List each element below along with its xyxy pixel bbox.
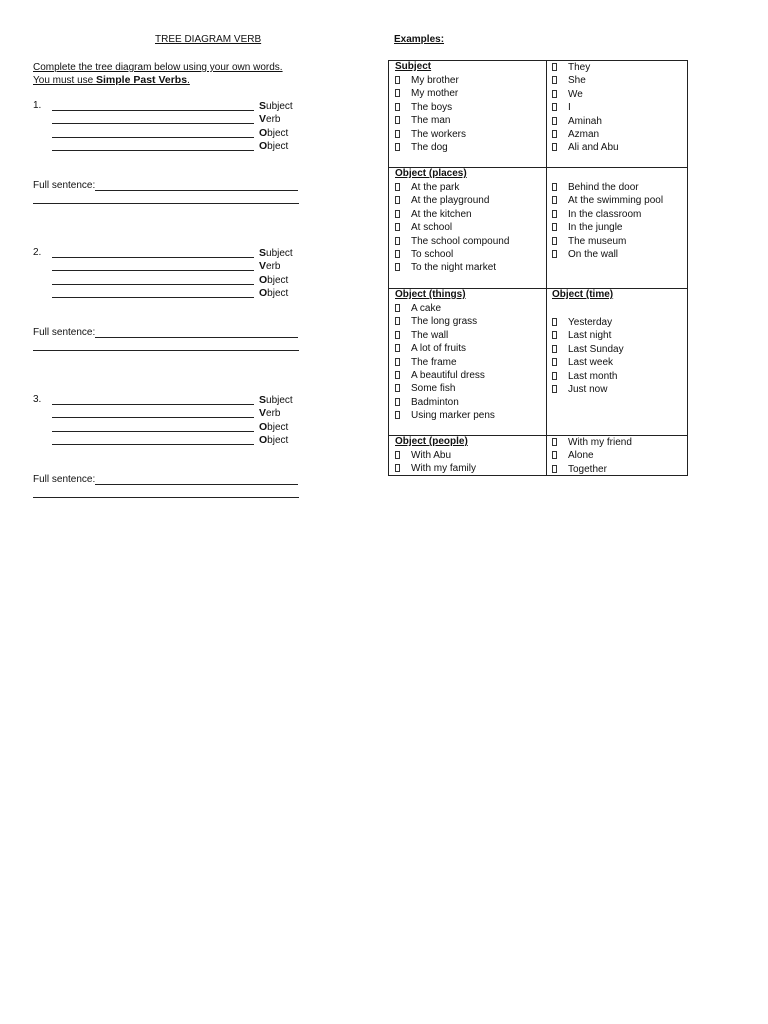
role-rest: bject [267,140,289,152]
role-label [259,113,280,125]
example-item [395,356,457,369]
checkbox-glyph-icon [552,250,557,258]
checkbox-glyph-icon [395,371,400,379]
checkbox-glyph-icon [395,398,400,406]
example-item [552,343,624,356]
example-item [395,409,495,422]
example-item [395,141,448,154]
checkbox-glyph-icon [552,223,557,231]
examples-section-heading: Object (things) [395,289,466,300]
example-item [395,382,455,395]
answer-line[interactable] [52,137,254,138]
example-text: A lot of fruits [411,343,467,355]
role-initial: V [259,407,267,420]
worksheet-title: TREE DIAGRAM VERB [155,34,262,45]
role-initial: O [259,420,268,433]
example-text: My mother [411,88,459,100]
example-text: They [568,62,591,73]
answer-line[interactable] [52,123,254,124]
checkbox-glyph-icon [395,130,400,138]
examples-section-heading: Object (time) [552,289,614,300]
instruction-suffix: . [187,75,190,86]
question-number: 2. [33,247,42,258]
example-item [552,383,607,396]
example-text: Last week [568,357,614,369]
checkbox-glyph-icon [395,263,400,271]
example-text: At the swimming pool [568,195,664,207]
role-label [259,407,280,419]
example-item [552,141,619,154]
checkbox-glyph-icon [395,304,400,312]
checkbox-glyph-icon [395,317,400,325]
answer-line[interactable] [52,297,254,298]
checkbox-glyph-icon [395,464,400,472]
checkbox-glyph-icon [395,103,400,111]
checkbox-glyph-icon [395,384,400,392]
example-text: Yesterday [568,317,613,328]
example-text: To the night market [411,262,497,274]
role-label [259,127,288,139]
role-rest: bject [267,287,289,299]
example-text: With Abu [411,450,452,461]
checkbox-glyph-icon [395,331,400,339]
example-item [395,194,489,207]
example-text: With my family [411,463,476,475]
example-item [552,316,612,329]
full-sentence-label: Full sentence: [33,474,96,485]
role-rest: bject [267,434,289,446]
example-text: The museum [568,235,627,247]
checkbox-glyph-icon [395,196,400,204]
role-rest: erb [266,408,281,420]
checkbox-glyph-icon [395,143,400,151]
example-item [552,221,623,234]
role-rest: ubject [266,101,293,112]
example-text: At school [411,222,453,234]
example-text: She [568,75,586,87]
instruction-line-1: Complete the tree diagram below using your own words. [33,62,283,73]
examples-heading: Examples: [394,34,445,45]
example-text: Last month [568,370,618,382]
example-item [395,462,476,475]
example-item [552,194,663,207]
role-label [259,100,293,112]
role-rest: bject [267,421,289,433]
role-label [259,274,288,286]
role-label [259,421,288,433]
example-item [395,181,459,194]
example-item [395,449,451,462]
checkbox-glyph-icon [552,345,557,353]
full-sentence-line[interactable] [95,337,298,338]
example-item [395,87,458,100]
example-text: The long grass [411,316,478,328]
example-item [395,128,466,141]
checkbox-glyph-icon [395,250,400,258]
example-text: Ali and Abu [568,142,619,154]
checkbox-glyph-icon [552,465,557,473]
role-label [259,260,280,272]
example-item [395,315,477,328]
checkbox-glyph-icon [395,183,400,191]
example-text: The boys [411,101,453,113]
example-item [552,329,611,342]
example-item [395,74,459,87]
role-initial: S [259,394,267,406]
checkbox-glyph-icon [552,90,557,98]
example-item [395,396,459,409]
checkbox-glyph-icon [395,76,400,84]
example-text: Together [568,463,607,475]
example-item [552,208,641,221]
checkbox-glyph-icon [395,451,400,459]
answer-line[interactable] [52,150,254,151]
example-item [552,449,594,462]
question-number: 3. [33,394,42,405]
example-item [552,463,607,476]
example-text: The workers [411,128,467,140]
checkbox-glyph-icon [395,89,400,97]
answer-line[interactable] [52,417,254,418]
example-text: With my friend [568,437,632,448]
example-text: My brother [411,75,459,86]
checkbox-glyph-icon [552,358,557,366]
example-text: At the playground [411,195,490,207]
answer-line[interactable] [52,404,254,405]
checkbox-glyph-icon [552,210,557,218]
example-item [395,369,485,382]
example-item [395,235,509,248]
example-item [552,128,599,141]
answer-line[interactable] [52,431,254,432]
checkbox-glyph-icon [552,451,557,459]
example-text: Aminah [568,115,602,127]
example-text: Badminton [411,396,459,408]
checkbox-glyph-icon [395,116,400,124]
example-item [395,329,448,342]
example-text: A beautiful dress [411,370,485,381]
examples-section-heading: Subject [395,61,432,72]
role-rest: bject [267,127,289,139]
instruction-line-2 [33,74,190,86]
role-initial: V [259,260,267,273]
example-item [395,221,452,234]
checkbox-glyph-icon [552,237,557,245]
example-text: Azman [568,129,600,140]
example-text: A cake [411,303,442,314]
full-sentence-line[interactable] [33,350,299,351]
example-text: The school compound [411,235,510,247]
answer-line[interactable] [52,110,254,111]
table-column-divider [546,61,547,475]
checkbox-glyph-icon [552,372,557,380]
example-item [552,356,613,369]
role-label [259,394,293,406]
example-text: Last Sunday [568,343,624,355]
answer-line[interactable] [52,284,254,285]
checkbox-glyph-icon [552,331,557,339]
example-item [552,248,618,261]
instruction-prefix: You must use [33,75,97,86]
example-text: Last night [568,330,612,342]
role-label [259,140,288,152]
example-item [552,436,632,449]
answer-line[interactable] [52,444,254,445]
example-text: Behind the door [568,182,639,193]
example-item [552,74,586,87]
example-text: The man [411,115,451,127]
role-label [259,434,288,446]
example-text: Some fish [411,383,456,395]
example-item [395,248,453,261]
examples-section-heading: Object (people) [395,436,468,447]
role-label [259,247,293,259]
checkbox-glyph-icon [552,76,557,84]
example-item [395,208,472,221]
full-sentence-label: Full sentence: [33,327,96,338]
instruction-emphasis: Simple Past Verbs [96,74,188,86]
example-text: Just now [568,384,608,395]
example-text: The wall [411,329,449,341]
example-text: I [568,102,571,114]
full-sentence-line[interactable] [95,190,298,191]
checkbox-glyph-icon [552,63,557,71]
checkbox-glyph-icon [552,385,557,393]
role-rest: ubject [266,395,293,406]
checkbox-glyph-icon [552,130,557,138]
example-text: To school [411,249,454,260]
role-initial: S [259,247,267,259]
full-sentence-label: Full sentence: [33,180,96,191]
checkbox-glyph-icon [395,210,400,218]
role-initial: V [259,113,267,126]
example-item [395,101,452,114]
role-initial: O [259,433,268,446]
example-text: At the park [411,182,460,193]
full-sentence-line[interactable] [33,203,299,204]
checkbox-glyph-icon [552,117,557,125]
role-initial: O [259,286,268,299]
checkbox-glyph-icon [552,103,557,111]
examples-table [388,60,688,476]
role-rest: bject [267,274,289,286]
example-item [395,342,466,355]
example-item [552,181,639,194]
checkbox-glyph-icon [552,318,557,326]
example-item [552,115,602,128]
full-sentence-line[interactable] [95,484,298,485]
example-text: On the wall [568,249,619,260]
role-label [259,287,288,299]
example-item [552,235,626,248]
checkbox-glyph-icon [395,411,400,419]
role-initial: S [259,100,267,112]
checkbox-glyph-icon [552,183,557,191]
example-text: The frame [411,356,457,368]
answer-line[interactable] [52,257,254,258]
example-item [552,88,583,101]
example-item [395,261,496,274]
checkbox-glyph-icon [395,237,400,245]
example-text: The dog [411,142,448,153]
example-text: We [568,88,583,100]
checkbox-glyph-icon [395,223,400,231]
role-initial: O [259,273,268,286]
role-initial: O [259,139,268,152]
example-item [552,370,617,383]
example-item [395,114,450,127]
checkbox-glyph-icon [552,196,557,204]
full-sentence-line[interactable] [33,497,299,498]
checkbox-glyph-icon [552,438,557,446]
checkbox-glyph-icon [552,143,557,151]
example-text: Alone [568,450,594,462]
example-item [395,302,441,315]
example-text: Using marker pens [411,410,495,422]
example-text: In the classroom [568,208,642,220]
role-rest: erb [266,114,281,126]
example-text: At the kitchen [411,208,472,220]
checkbox-glyph-icon [395,344,400,352]
role-rest: ubject [266,248,293,259]
example-item [552,61,590,74]
checkbox-glyph-icon [395,358,400,366]
answer-line[interactable] [52,270,254,271]
role-rest: erb [266,261,281,273]
examples-section-heading: Object (places) [395,168,467,179]
example-item [552,101,571,114]
example-text: In the jungle [568,222,623,234]
role-initial: O [259,126,268,139]
question-number: 1. [33,100,42,111]
